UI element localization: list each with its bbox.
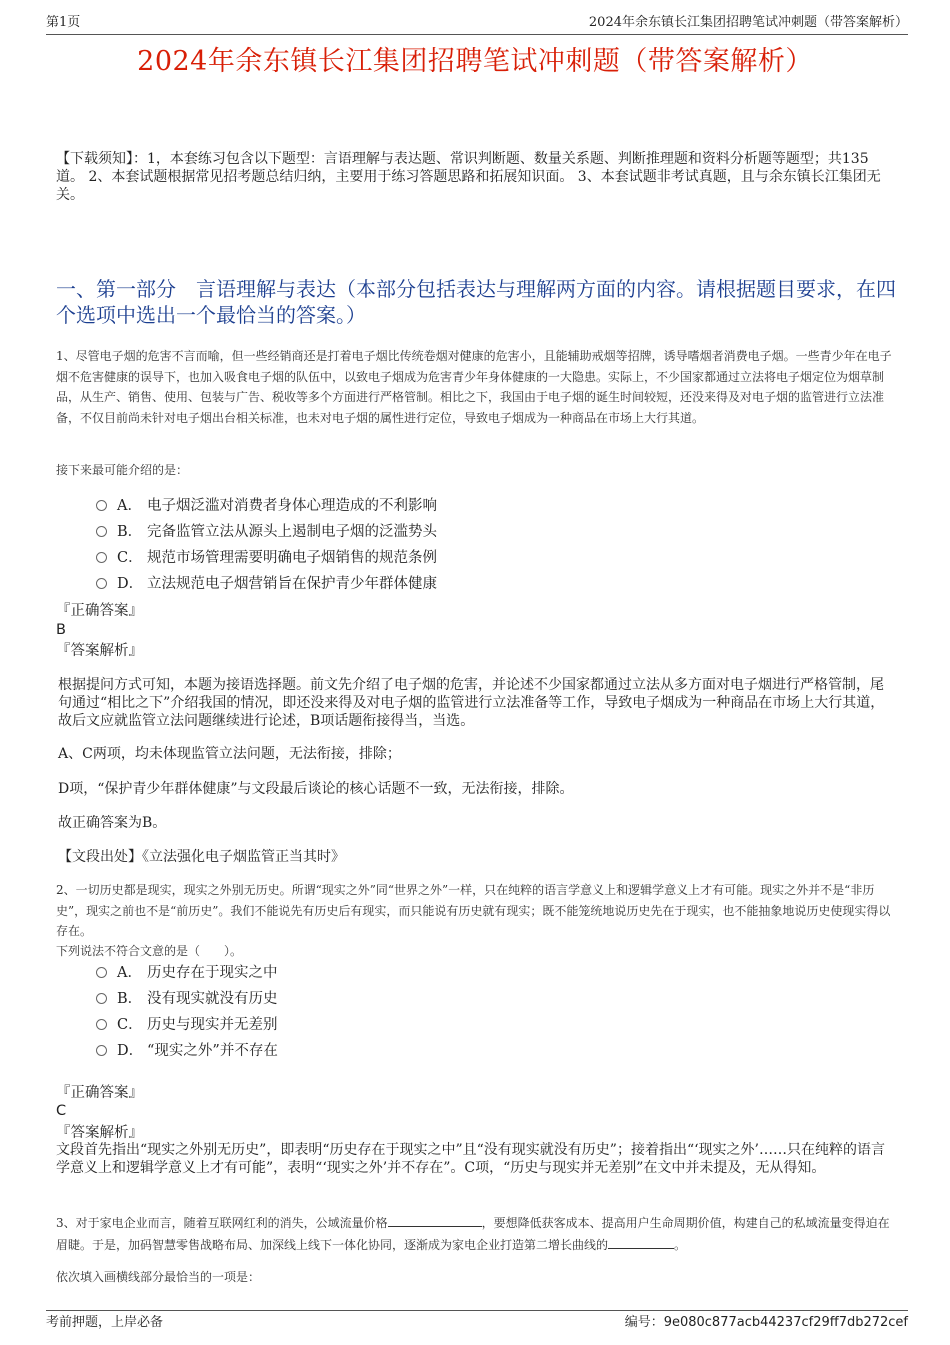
footer-code: 编号：9e080c877acb44237cf29ff7db272cef (624, 1315, 908, 1330)
question-2-option-d[interactable]: D． “现实之外”并不存在 (96, 1038, 856, 1064)
question-1-analysis-d: D项，“保护青少年群体健康”与文段最后谈论的核心话题不一致，无法衔接，排除。 (58, 781, 574, 797)
question-1-option-d[interactable]: D． 立法规范电子烟营销旨在保护青少年群体健康 (96, 571, 856, 597)
question-1-option-c[interactable]: C． 规范市场管理需要明确电子烟销售的规范条例 (96, 545, 856, 571)
question-3-stem: 3、对于家电企业而言，随着互联网红利的消失，公域流量价格 ，要想降低获客成本、提高用户生命周期价值，构建自己的私域流量变得迫在眉睫。于是，加码智慧零售战略布局、加深线上线下一体化协同，逐渐成为家电企业打造第二增长曲线的 。 (56, 1212, 898, 1255)
radio-icon[interactable] (96, 526, 107, 537)
question-2-options (96, 960, 856, 1064)
question-2-analysis: 文段首先指出“现实之外别无历史”，即表明“历史存在于现实之中”且“没有现实就没有历史”；接着指出“‘现实之外’……只在纯粹的语言学意义上和逻辑学意义上才有可能”，表明“‘现实之外’并不存在”。C项，“历史与现实并无差别”在文中并未提及，无从得知。 (56, 1142, 885, 1176)
header-doc-title: 2024年余东镇长江集团招聘笔试冲刺题（带答案解析） (588, 15, 908, 30)
page-number: 第1页 (46, 15, 81, 30)
answer-blank-2[interactable] (608, 1234, 674, 1249)
question-2-answer: C (56, 1103, 67, 1119)
question-2-stem: 2、一切历史都是现实，现实之外别无历史。所谓“现实之外”同“世界之外”一样，只在纯粹的语言学意义上和逻辑学意义上才有可能。现实之外并不是“非历史”，现实之前也不是“前历史”。我们不能说先有历史后有现实，而只能说有历史就有现实；既不能笼统地说历史先在于现实，也不能抽象地说历史使现实得以存在。 (56, 883, 891, 938)
radio-icon[interactable] (96, 552, 107, 563)
question-1-answer: B (56, 622, 66, 638)
question-1-answer-label: 『正确答案』 (56, 603, 143, 619)
question-1-stem: 1、尽管电子烟的危害不言而喻，但一些经销商还是打着电子烟比传统卷烟对健康的危害小，且能辅助戒烟等招牌，诱导嗜烟者消费电子烟。一些青少年在电子烟不危害健康的误导下，也加入吸食电子烟的队伍中，以致电子烟成为危害青少年身体健康的一大隐患。实际上，不少国家都通过立法将电子烟定位为烟草制品，从生产、销售、使用、包装与广告、税收等多个方面进行严格管制。相比之下，我国由于电子烟的诞生时间较短，还没来得及对电子烟的监管进行立法准备，不仅目前尚未针对电子烟出台相关标准，也未对电子烟的属性进行定位，导致电子烟成为一种商品在市场上大行其道。 (56, 349, 892, 425)
question-1-options (96, 493, 856, 597)
question-1-source: 【文段出处】《立法强化电子烟监管正当其时》 (58, 849, 345, 865)
question-2-prompt: 下列说法不符合文意的是（ ）。 (56, 944, 243, 958)
question-2-option-b[interactable]: B． 没有现实就没有历史 (96, 986, 856, 1012)
question-2-answer-label: 『正确答案』 (56, 1085, 143, 1101)
radio-icon[interactable] (96, 1045, 107, 1056)
radio-icon[interactable] (96, 1019, 107, 1030)
question-2-option-c[interactable]: C． 历史与现实并无差别 (96, 1012, 856, 1038)
question-1-analysis-ac: A、C两项，均未体现监管立法问题，无法衔接，排除； (58, 746, 401, 762)
radio-icon[interactable] (96, 500, 107, 511)
page-footer (46, 1310, 908, 1333)
question-1-analysis: 根据提问方式可知，本题为接语选择题。前文先介绍了电子烟的危害，并论述不少国家都通过立法从多方面对电子烟进行严格管制，尾句通过“相比之下”介绍我国的情况，即还没来得及对电子烟的监管进行立法准备等工作，导致电子烟成为一种商品在市场上大行其道，故后文应就监管立法问题继续进行论述，B项话题衔接得当，当选。 (58, 677, 885, 729)
section-heading: 一、第一部分 言语理解与表达（本部分包括表达与理解两方面的内容。请根据题目要求，在四个选项中选出一个最恰当的答案。） (56, 277, 896, 327)
page-header (46, 14, 908, 35)
question-1-option-b[interactable]: B． 完备监管立法从源头上遏制电子烟的泛滥势头 (96, 519, 856, 545)
question-1-analysis-conclusion: 故正确答案为B。 (58, 815, 167, 831)
question-2-option-a[interactable]: A． 历史存在于现实之中 (96, 960, 856, 986)
page-title: 2024年余东镇长江集团招聘笔试冲刺题（带答案解析） (137, 46, 813, 77)
question-3-prompt: 依次填入画横线部分最恰当的一项是： (56, 1270, 261, 1284)
question-1-option-a[interactable]: A． 电子烟泛滥对消费者身体心理造成的不利影响 (96, 493, 856, 519)
radio-icon[interactable] (96, 967, 107, 978)
radio-icon[interactable] (96, 578, 107, 589)
question-2-analysis-label: 『答案解析』 (56, 1125, 143, 1141)
download-notice: 【下载须知】：1，本套练习包含以下题型：言语理解与表达题、常识判断题、数量关系题、判断推理题和资料分析题等题型；共135道。 2、本套试题根据常见招考题总结归纳，主要用于练习答题思路和拓展知识面。 3、本套试题非考试真题，且与余东镇长江集团无关。 (56, 151, 881, 203)
answer-blank-1[interactable] (388, 1212, 482, 1227)
question-1-analysis-label: 『答案解析』 (56, 643, 143, 659)
question-1-prompt: 接下来最可能介绍的是： (56, 463, 189, 477)
radio-icon[interactable] (96, 993, 107, 1004)
footer-slogan: 考前押题，上岸必备 (46, 1315, 164, 1330)
